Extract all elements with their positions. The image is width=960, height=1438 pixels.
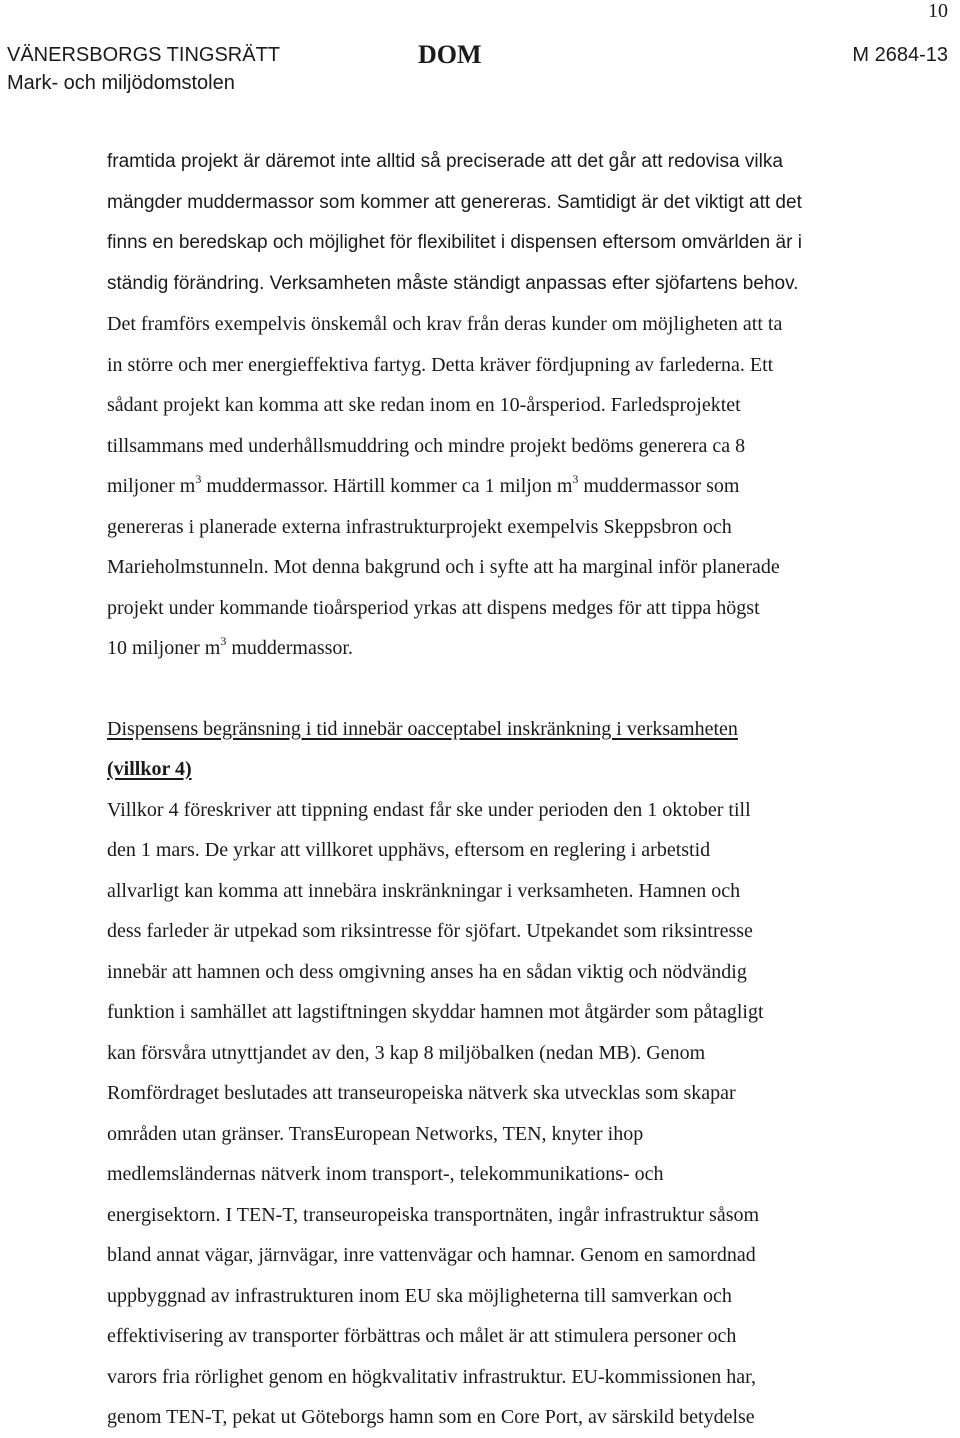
text-line: mängder muddermassor som kommer att genereras. Samtidigt är det viktigt att det [107,191,802,213]
superscript: 3 [220,634,227,648]
text-line: in större och mer energieffektiva fartyg. Detta kräver fördjupning av farlederna. Ett [107,353,774,376]
text-line: sådant projekt kan komma att ske redan inom en 10-årsperiod. Farledsprojektet [107,394,741,416]
text-segment: muddermassor som [578,475,740,497]
text-line [107,628,887,669]
court-name: VÄNERSBORGS TINGSRÄTT [7,44,281,66]
text-line: områden utan gränser. TransEuropean Networks, TEN, knyter ihop [107,1122,644,1145]
text-line: tillsammans med underhållsmuddring och mindre projekt bedöms generera ca 8 [107,434,746,457]
document-body [107,142,887,1438]
document-header [7,40,948,100]
text-line: medlemsländernas nätverk inom transport-, telekommunikations- och [107,1163,664,1185]
text-line: effektivisering av transporter förbättras och målet är att stimulera personer och [107,1325,737,1347]
page-number: 10 [928,0,948,22]
text-segment: muddermassor. Härtill kommer ca 1 miljon m [201,475,573,497]
text-line [107,466,887,507]
section-heading-line: (villkor 4) [107,758,192,780]
text-line: energisektorn. I TEN-T, transeuropeiska transportnäten, ingår infrastruktur såsom [107,1203,760,1226]
text-line: den 1 mars. De yrkar att villkoret upphävs, eftersom en reglering i arbetstid [107,839,711,861]
superscript: 3 [195,472,202,486]
text-line: bland annat vägar, järnvägar, inre vattenvägar och hamnar. Genom en samordnad [107,1244,756,1266]
text-line: Det framförs exempelvis önskemål och krav från deras kunder om möjligheten att ta [107,313,783,335]
text-line: genereras i planerade externa infrastrukturprojekt exempelvis Skeppsbron och [107,515,732,538]
section-heading [107,709,887,790]
text-line: ständig förändring. Verksamheten måste ständigt anpassas efter sjöfartens behov. [107,272,799,294]
text-line: Marieholmstunneln. Mot denna bakgrund och i syfte att ha marginal inför planerade [107,556,780,578]
text-segment: miljoner m [107,475,196,497]
text-line: allvarligt kan komma att innebära inskränkningar i verksamheten. Hamnen och [107,879,741,902]
document-type: DOM [418,40,482,69]
paragraph-1 [107,142,887,669]
text-line: genom TEN-T, pekat ut Göteborgs hamn som en Core Port, av särskild betydelse [107,1406,755,1428]
court-division: Mark- och miljödomstolen [7,72,235,94]
text-line: innebär att hamnen och dess omgivning anses ha en sådan viktig och nödvändig [107,960,747,983]
paragraph-2 [107,790,887,1438]
paragraph-spacer [107,669,887,709]
text-line: uppbyggnad av infrastrukturen inom EU ska möjligheterna till samverkan och [107,1284,732,1307]
text-line: projekt under kommande tioårsperiod yrkas att dispens medges för att tippa högst [107,596,760,619]
text-line: funktion i samhället att lagstiftningen skyddar hamnen mot åtgärder som påtagligt [107,1001,764,1023]
case-number: M 2684-13 [852,44,948,66]
text-line: kan försvåra utnyttjandet av den, 3 kap 8 miljöbalken (nedan MB). Genom [107,1041,706,1064]
text-line: varors fria rörlighet genom en högkvalitativ infrastruktur. EU-kommissionen har, [107,1365,757,1388]
text-segment: 10 miljoner m [107,637,221,659]
text-line: finns en beredskap och möjlighet för flexibilitet i dispensen eftersom omvärlden är i [107,232,802,253]
text-line: framtida projekt är däremot inte alltid så preciserade att det går att redovisa vilka [107,151,783,172]
text-line: dess farleder är utpekad som riksintresse för sjöfart. Utpekandet som riksintresse [107,920,753,942]
superscript: 3 [572,472,579,486]
text-line: Romfördraget beslutades att transeuropeiska nätverk ska utvecklas som skapar [107,1082,736,1104]
text-segment: muddermassor. [226,637,353,659]
text-line: Villkor 4 föreskriver att tippning endast får ske under perioden den 1 oktober till [107,798,751,821]
section-heading-line: Dispensens begränsning i tid innebär oacceptabel inskränkning i verksamheten [107,717,738,740]
